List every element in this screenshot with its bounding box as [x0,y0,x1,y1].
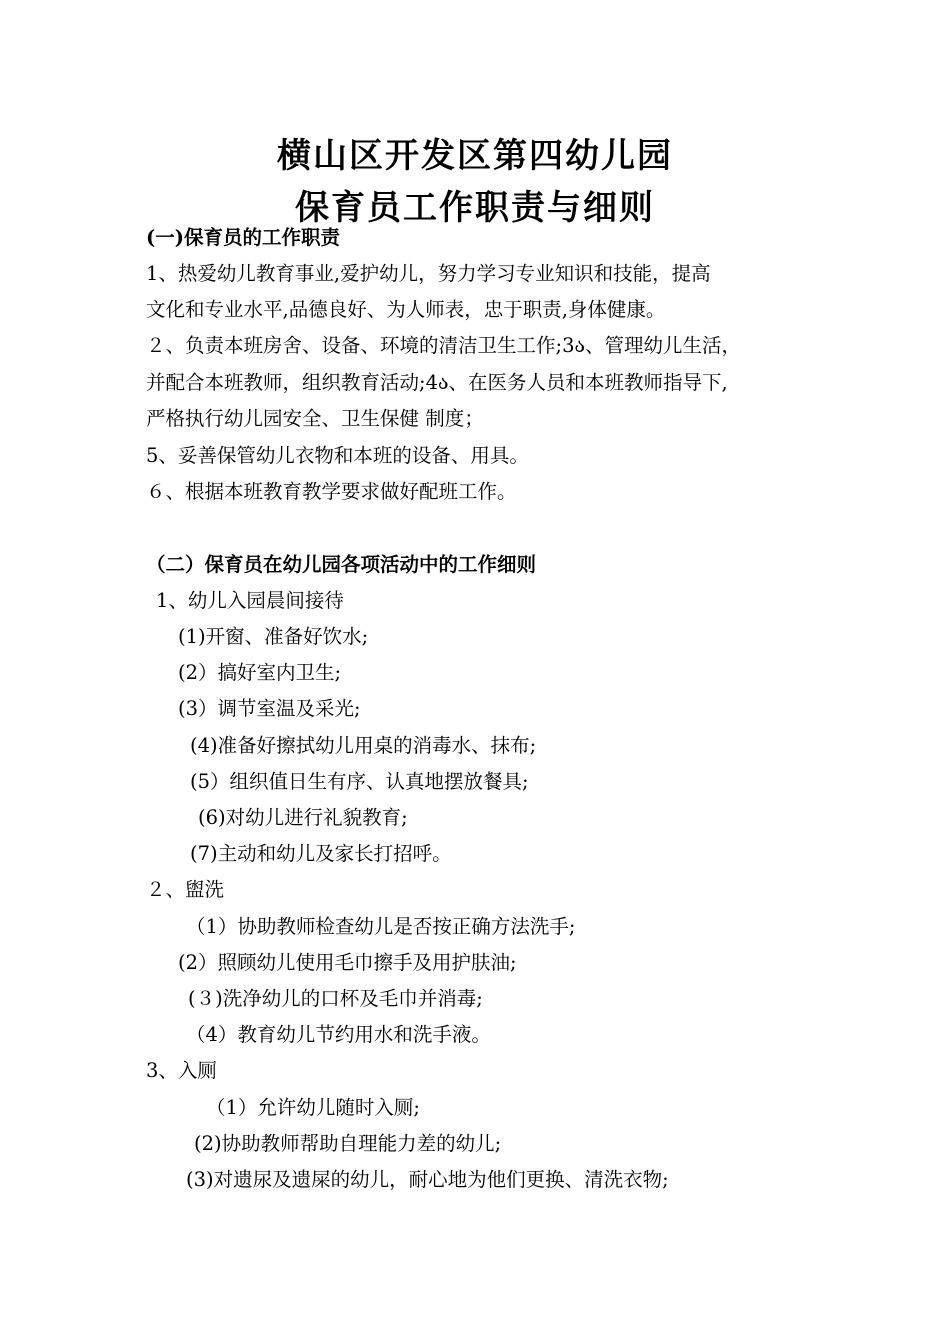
document-title-line-2: 保育员工作职责与细则 [295,188,655,228]
section-1-line-1: 1、热爱幼儿教育事业,爱护幼儿，努力学习专业知识和技能，提高 [146,262,711,285]
section-1-line-2: 文化和专业水平,品德良好、为人师表，忠于职责,身体健康。 [146,298,666,321]
section-2-line-9: ２、盥洗 [146,878,225,901]
section-2-line-13: （4）教育幼儿节约用水和洗手液。 [186,1023,491,1046]
section-2-line-6: (5）组织值日生有序、认真地摆放餐具; [190,770,529,793]
section-1-line-4: 并配合本班教师，组织教育活动;4ა、在医务人员和本班教师指导下, [146,371,728,394]
document-title-line-1: 横山区开发区第四幼儿园 [277,136,673,176]
section-2-line-16: (2)协助教师帮助自理能力差的幼儿; [194,1132,502,1155]
section-2-line-8: (7)主动和幼儿及家长打招呼。 [190,842,452,865]
section-2-line-1: 1、幼儿入园晨间接待 [156,589,344,612]
section-2-line-7: (6)对幼儿进行礼貌教育; [198,806,408,829]
section-1-line-3: ２、负责本班房舍、设备、环境的清洁卫生工作;3ა、管理幼儿生活， [146,334,742,357]
section-2-heading: （二）保育员在幼儿园各项活动中的工作细则 [146,553,537,576]
section-2-line-14: 3、入厕 [146,1059,217,1082]
section-2-line-15: （1）允许幼儿随时入厕; [206,1096,420,1119]
section-2-line-12: (３)洗净幼儿的口杯及毛巾并消毒; [188,987,483,1010]
section-2-line-2: (1)开窗、准备好饮水; [178,625,369,648]
section-1-heading: (一)保育员的工作职责 [146,226,340,249]
section-2-line-5: (4)准备好擦拭幼儿用桌的消毒水、抹布; [190,734,537,757]
section-1-line-5: 严格执行幼儿园安全、卫生保健 制度； [146,407,484,430]
section-2-line-10: （1）协助教师检查幼儿是否按正确方法洗手; [186,915,576,938]
section-2-line-17: (3)对遗尿及遗屎的幼儿，耐心地为他们更换、清洗衣物; [186,1168,669,1191]
section-1-line-7: ６、根据本班教育教学要求做好配班工作。 [146,480,517,503]
section-2-line-4: (3）调节室温及采光; [178,697,361,720]
section-2-line-11: (2）照顾幼儿使用毛巾擦手及用护肤油; [178,951,517,974]
section-1-line-6: 5、妥善保管幼儿衣物和本班的设备、用具。 [146,444,529,467]
section-2-line-3: (2）搞好室内卫生; [178,661,342,684]
